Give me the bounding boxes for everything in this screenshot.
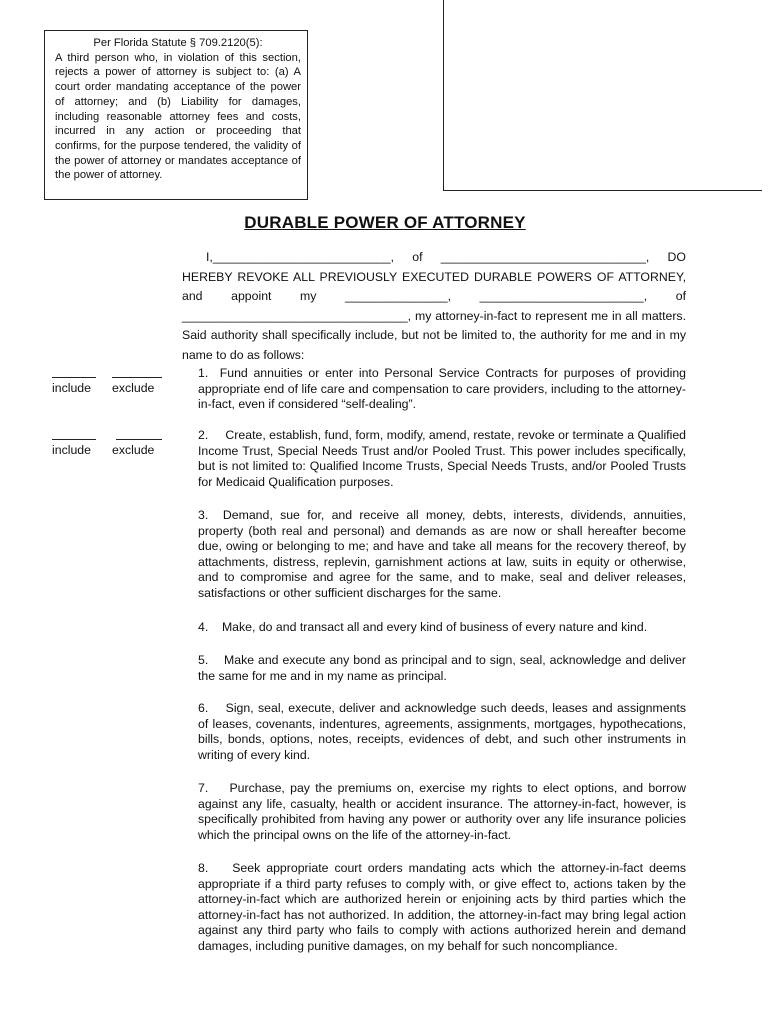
paragraph-5 (198, 653, 686, 684)
paragraph-2 (198, 428, 686, 490)
paragraph-3 (198, 508, 686, 602)
paragraph-number: 5. (198, 653, 209, 667)
paragraph-4 (198, 620, 686, 636)
include-label-2: include (52, 443, 91, 457)
intro-text: I,__________________________, of ______________________________, DO HEREBY REVOKE ALL PREVIOUSLY EXECUTED DURABLE POWERS OF ATTORNEY, and appoint my _______________, ________________________, of _________________________________, my attorney-in-fact to represent me in all matters. Said authority shall specifically include, but not be limited to, the authority for me and in my name to do as follows: (182, 250, 686, 362)
include-blank-2[interactable] (52, 439, 96, 440)
paragraph-text: Demand, sue for, and receive all money, debts, interests, dividends, annuities, property (both real and personal) and demands as are now or shall hereafter become due, owing or belonging to me; and have and take all means for the recovery thereof, by attachments, distress, replevin, garnishment actions at law, suits in equity or otherwise, and to compromise and agree for the same, and to make, seal and deliver releases, satisfactions or other sufficient discharges for the same. (198, 508, 686, 600)
paragraph-number: 3. (198, 508, 209, 522)
intro-paragraph (182, 248, 686, 365)
paragraph-text: Fund annuities or enter into Personal Service Contracts for purposes of providing appropriate end of life care and compensation to care providers, including to the attorney-in-fact, even if considered “self-dealing”. (198, 366, 686, 412)
paragraph-number: 6. (198, 701, 209, 715)
paragraph-7 (198, 781, 686, 843)
statute-notice-body: A third person who, in violation of this section, rejects a power of attorney is subject to: (a) A court order mandating acceptance of the power of attorney; and (b) Liability for damages, including reasonable attorney fees and costs, incurred in any action or proceeding that confirms, for the purpose tendered, the validity of the power of attorney or mandates acceptance of the power of attorney. (55, 51, 301, 182)
paragraph-8 (198, 861, 686, 955)
paragraph-text: Make, do and transact all and every kind of business of every nature and kind. (221, 620, 648, 634)
statute-notice-box (44, 30, 308, 200)
paragraph-number: 4. (198, 620, 209, 634)
document-title: DURABLE POWER OF ATTORNEY (244, 213, 526, 232)
exclude-label-1: exclude (112, 381, 155, 395)
paragraph-text: Make and execute any bond as principal and to sign, seal, acknowledge and deliver the same for me and in my name as principal. (198, 653, 686, 683)
paragraph-number: 7. (198, 781, 209, 795)
paragraph-number: 1. (198, 366, 209, 380)
include-label-1: include (52, 381, 91, 395)
paragraph-text: Create, establish, fund, form, modify, amend, restate, revoke or terminate a Qualified Income Trust, Special Needs Trust and/or Pooled Trust. This power includes specifically, but is not limited to: Qualified Income Trusts, Special Needs Trusts, and/or Pooled Trusts for Medicaid Qualification purposes. (198, 428, 686, 489)
corner-frame-vertical-line (443, 0, 444, 191)
exclude-label-2: exclude (112, 443, 155, 457)
paragraph-text: Seek appropriate court orders mandating acts which the attorney-in-fact deems appropriate if a third party refuses to comply with, or give effect to, actions taken by the attorney-in-fact which are authorized herein or enjoining acts by third parties which the attorney-in-fact has not authorized. In addition, the attorney-in-fact may bring legal action against any third party who fails to comply with actions authorized herein and demand damages, including punitive damages, on my behalf for such noncompliance. (198, 861, 686, 953)
exclude-blank-2[interactable] (116, 439, 162, 440)
corner-frame-horizontal-line (443, 190, 762, 191)
paragraph-6 (198, 701, 686, 763)
paragraph-number: 2. (198, 428, 209, 442)
paragraph-text: Purchase, pay the premiums on, exercise my rights to elect options, and borrow against any life, casualty, health or accident insurance. The attorney-in-fact, however, is specifically prohibited from having any power or authority over any life insurance policies which the principal owns on the life of the attorney-in-fact. (198, 781, 686, 842)
include-blank-1[interactable] (52, 377, 96, 378)
paragraph-text: Sign, seal, execute, deliver and acknowledge such deeds, leases and assignments of leases, covenants, indentures, agreements, assignments, mortgages, hypothecations, bills, bonds, options, notes, receipts, evidences of debt, and such other instruments in writing of every kind. (198, 701, 686, 762)
paragraph-number: 8. (198, 861, 209, 875)
statute-notice-title: Per Florida Statute § 709.2120(5): (93, 37, 263, 49)
exclude-blank-1[interactable] (112, 377, 162, 378)
paragraph-1 (198, 366, 686, 413)
